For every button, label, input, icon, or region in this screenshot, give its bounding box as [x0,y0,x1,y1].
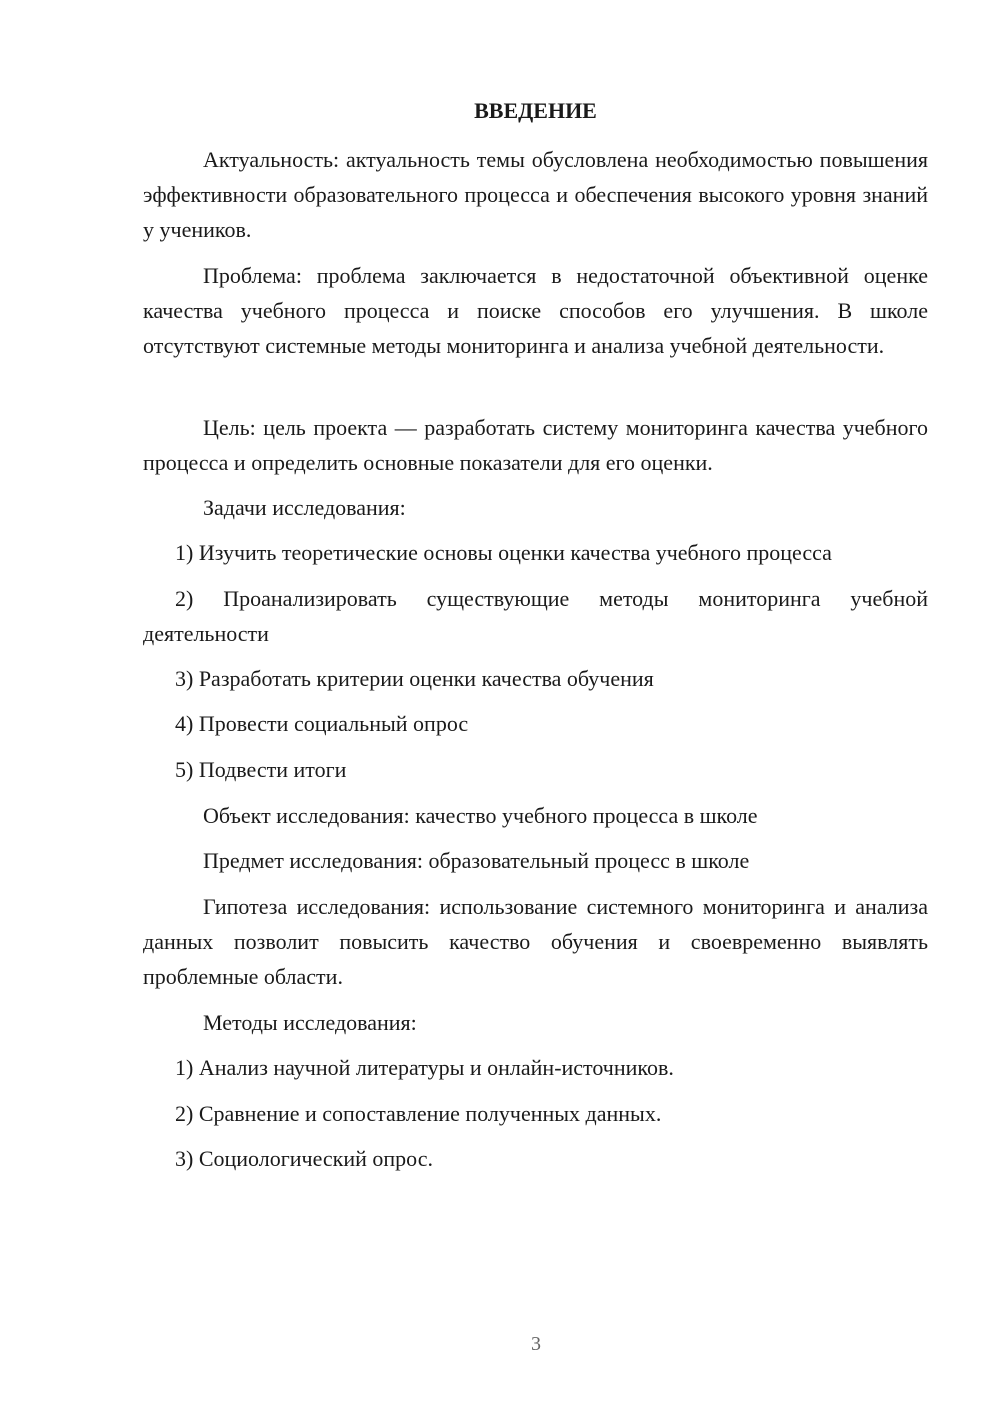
section-heading: ВВЕДЕНИЕ [474,98,597,123]
method-item-3: 3) Социологический опрос. [175,1146,433,1171]
subject-paragraph: Предмет исследования: образовательный процесс в школе [203,848,750,873]
methods-title: Методы исследования: [203,1010,417,1035]
problem-paragraph: Проблема: проблема заключается в недостаточной объективной оценке качества учебного процесса и поиске способов его улучшения. В школе отсутствуют системные методы мониторинга и анализа учебной деятельности. [143,263,928,358]
hypothesis-paragraph: Гипотеза исследования: использование системного мониторинга и анализа данных позволит повысить качество обучения и своевременно выявлять проблемные области. [143,894,928,989]
task-item-1: 1) Изучить теоретические основы оценки качества учебного процесса [175,540,832,565]
tasks-title: Задачи исследования: [203,495,406,520]
relevance-paragraph: Актуальность: актуальность темы обусловлена необходимостью повышения эффективности образовательного процесса и обеспечения высокого уровня знаний у учеников. [143,147,928,242]
method-item-1: 1) Анализ научной литературы и онлайн-источников. [175,1055,674,1080]
goal-paragraph: Цель: цель проекта — разработать систему мониторинга качества учебного процесса и определить основные показатели для его оценки. [143,415,928,475]
task-item-2: 2) Проанализировать существующие методы мониторинга учебной деятельности [143,586,928,646]
task-item-4: 4) Провести социальный опрос [175,711,469,736]
task-item-3: 3) Разработать критерии оценки качества обучения [175,666,654,691]
page-number: 3 [531,1333,541,1355]
object-paragraph: Объект исследования: качество учебного процесса в школе [203,803,758,828]
method-item-2: 2) Сравнение и сопоставление полученных данных. [175,1101,662,1126]
task-item-5: 5) Подвести итоги [175,757,347,782]
